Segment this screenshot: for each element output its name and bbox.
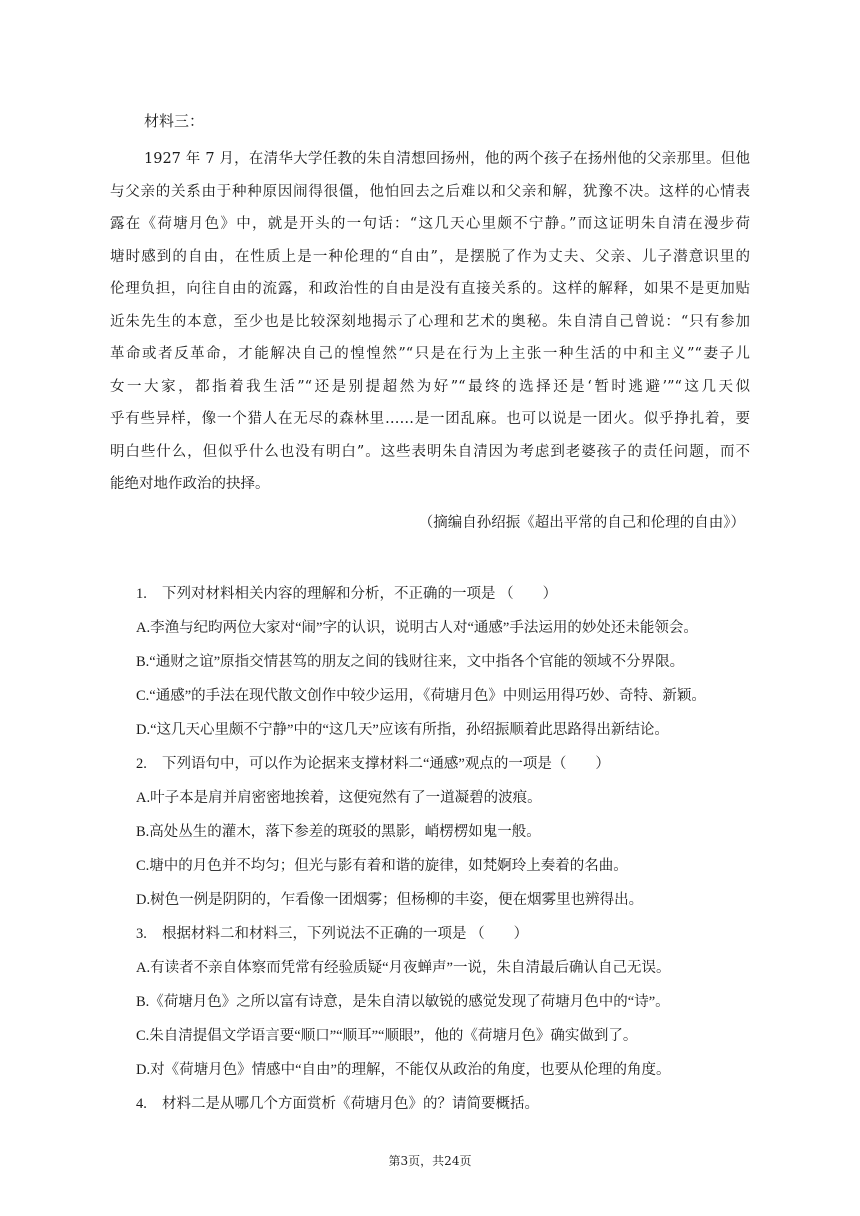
question-number: 1. — [136, 586, 147, 602]
question-text: 根据材料二和材料三，下列说法不正确的一项是 （ ） — [162, 926, 529, 942]
question-option: B.“通财之谊”原指交情甚笃的朋友之间的钱财往来，文中指各个官能的领域不分界限。 — [136, 654, 685, 670]
passage-line: 伦理负担，向往自由的流露，和政治性的自由是没有直接关系的。这样的解释，如果不是更加贴 — [110, 281, 750, 297]
passage-line: 乎有些异样，像一个猎人在无尽的森林里……是一团乱麻。也可以说是一团火。似乎挣扎着，要 — [110, 411, 750, 427]
question-option: C.朱自清提倡文学语言要“顺口”“顺耳”“顺眼”，他的《荷塘月色》确实做到了。 — [136, 1028, 638, 1044]
question-stem — [136, 923, 756, 957]
question-stem — [136, 753, 756, 787]
passage-line: 1927 年 7 月，在清华大学任教的朱自清想回扬州，他的两个孩子在扬州他的父亲那里。但他 — [144, 151, 750, 167]
question-option: D.树色一例是阴阴的，乍看像一团烟雾；但杨柳的丰姿，便在烟雾里也辨得出。 — [136, 892, 644, 908]
question-option: D.对《荷塘月色》情感中“自由”的理解，不能仅从政治的角度，也要从伦理的角度。 — [136, 1062, 671, 1078]
source-citation: （摘编自孙绍振《超出平常的自己和伦理的自由》） — [418, 515, 745, 531]
question-number: 3. — [136, 926, 147, 942]
passage-line: 革命或者反革命，才能解决自己的惶惶然”“只是在行为上主张一种生活的中和主义”“妻子儿 — [110, 346, 750, 362]
question-option: C.塘中的月色并不均匀；但光与影有着和谐的旋律，如梵婀玲上奏着的名曲。 — [136, 858, 628, 874]
question-option: B.《荷塘月色》之所以富有诗意，是朱自清以敏锐的感觉发现了荷塘月色中的“诗”。 — [136, 994, 670, 1010]
question-option: D.“这几天心里颇不宁静”中的“这几天”应该有所指，孙绍振顺着此思路得出新结论。 — [136, 722, 669, 738]
passage-line: 女一大家，都指着我生活”“还是别提超然为好”“最终的选择还是‘暂时逃避’”“这几天似 — [110, 378, 750, 395]
passage-line: 露在《荷塘月色》中，就是开头的一句话：“这几天心里颇不宁静。”而这证明朱自清在漫步荷 — [110, 216, 750, 232]
passage-line: 能绝对地作政治的抉择。 — [110, 476, 270, 492]
question-list — [136, 583, 756, 1127]
question-number: 4. — [136, 1096, 147, 1112]
question-number: 2. — [136, 756, 147, 772]
passage-line: 与父亲的关系由于种种原因闹得很僵，他怕回去之后难以和父亲和解，犹豫不决。这样的心情表 — [110, 183, 750, 200]
question-text: 材料二是从哪几个方面赏析《荷塘月色》的？请简要概括。 — [162, 1096, 539, 1112]
question-text: 下列语句中，可以作为论据来支撑材料二“通感”观点的一项是（ ） — [162, 756, 610, 772]
question-option: A.李渔与纪昀两位大家对“闹”字的认识，说明古人对“通感”手法运用的妙处还未能领会。 — [136, 620, 698, 636]
page-footer: 第3页，共24页 — [388, 1154, 472, 1168]
passage-line: 近朱先生的本意，至少也是比较深刻地揭示了心理和艺术的奥秘。朱自清自己曾说：“只有参加 — [110, 313, 750, 330]
question-stem — [136, 583, 756, 617]
material-label: 材料三： — [144, 112, 205, 130]
passage-line: 塘时感到的自由，在性质上是一种伦理的“自由”，是摆脱了作为丈夫、父亲、儿子潜意识里的 — [110, 248, 750, 265]
question-option: B.高处丛生的灌木，落下参差的斑驳的黑影，峭楞楞如鬼一般。 — [136, 824, 541, 840]
question-option: C.“通感”的手法在现代散文创作中较少运用，《荷塘月色》中则运用得巧妙、奇特、新颖。 — [136, 688, 706, 704]
question-text: 下列对材料相关内容的理解和分析，不正确的一项是 （ ） — [162, 586, 558, 602]
passage-line: 明白些什么，但似乎什么也没有明白”。这些表明朱自清因为考虑到老婆孩子的责任问题，而不 — [110, 443, 750, 460]
passage — [110, 143, 750, 501]
question-option: A.叶子本是肩并肩密密地挨着，这便宛然有了一道凝碧的波痕。 — [136, 790, 542, 806]
question-option: A.有读者不亲自体察而凭常有经验质疑“月夜蝉声”一说，朱自清最后确认自己无误。 — [136, 960, 671, 976]
question-stem — [136, 1093, 756, 1127]
